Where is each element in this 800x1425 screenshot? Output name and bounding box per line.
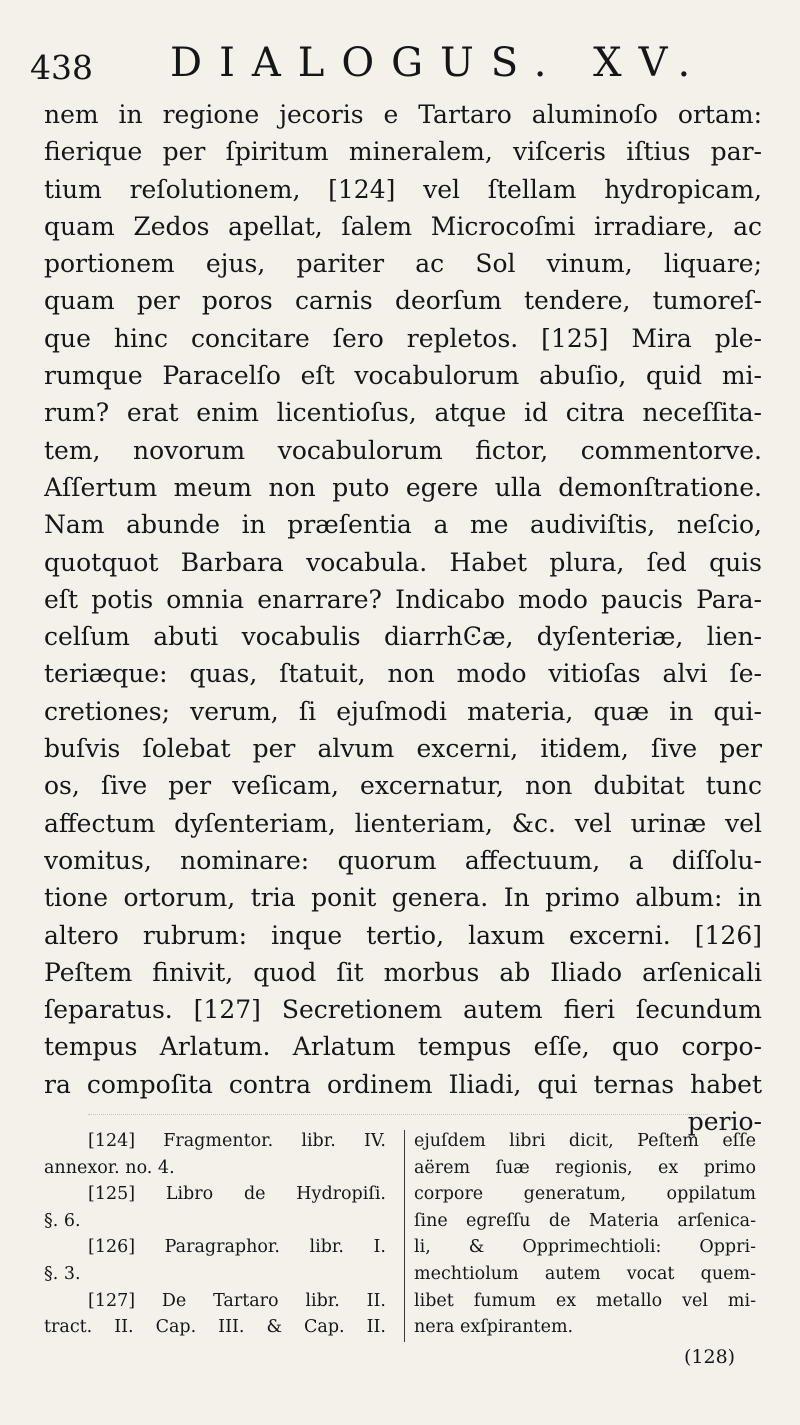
footnote-line: tract. II. Cap. III. & Cap. II. <box>44 1317 386 1338</box>
footnote-line: li, & Opprimechtioli: Oppri- <box>414 1237 756 1258</box>
body-text <box>44 96 762 1140</box>
text-line: affectum dyſenteriam, lienteriam, &c. vel urinæ vel <box>44 808 762 838</box>
text-line: nem in regione jecoris e Tartaro aluminoſo ortam: <box>44 100 762 129</box>
text-line: Peſtem finivit, quod ſit morbus ab Iliado arſenicali <box>44 957 762 987</box>
text-line: tium reſolutionem, [124] vel ſtellam hydropicam, <box>44 174 762 204</box>
text-line: que hinc concitare ſero repletos. [125] Mira ple- <box>44 323 762 353</box>
text-line: quotquot Barbara vocabula. Habet plura, ſed quis <box>44 547 762 577</box>
page-number: 438 <box>30 48 93 87</box>
text-line: altero rubrum: inque tertio, laxum excerni. [126] <box>44 920 762 950</box>
text-line: tione ortorum, tria ponit genera. In primo album: in <box>44 883 762 913</box>
footnote-line: §. 6. <box>44 1210 81 1231</box>
page-header <box>30 38 770 98</box>
footnote-line: ſine egreſſu de Materia arſenica- <box>414 1210 756 1231</box>
text-line: ſeparatus. [127] Secretionem autem fieri ſecundum <box>44 995 762 1025</box>
running-head: DIALOGUS. XV. <box>170 40 708 86</box>
footnote-line: §. 3. <box>44 1263 81 1284</box>
footnote-line: [127] De Tartaro libr. II. <box>88 1290 386 1311</box>
text-line: eſt potis omnia enarrare? Indicabo modo paucis Para- <box>44 584 762 614</box>
text-line: quam Zedos apellat, ſalem Microcoſmi irradiare, ac <box>44 211 762 241</box>
text-line: celſum abuti vocabulis diarrhϾæ, dyſenteriæ, lien- <box>44 622 762 652</box>
footnote-column-divider <box>404 1130 405 1342</box>
text-line: vomitus, nominare: quorum affectuum, a diſſolu- <box>44 845 762 875</box>
footnote-line: libet fumum ex metallo vel mi- <box>414 1290 756 1311</box>
text-line: portionem ejus, pariter ac Sol vinum, liquare; <box>44 249 762 279</box>
text-line: rumque Paracelſo eſt vocabulorum abuſio, quid mi- <box>44 361 762 391</box>
footnote-line: mechtiolum autem vocat quem- <box>414 1263 756 1284</box>
text-line: ra compoſita contra ordinem Iliadi, qui ternas habet <box>44 1069 762 1099</box>
footnote-line: annexor. no. 4. <box>44 1157 175 1178</box>
text-line: quam per poros carnis deorſum tendere, tumoreſ- <box>44 286 762 316</box>
text-line: teriæque: quas, ſtatuit, non modo vitioſas alvi ſe- <box>44 659 762 689</box>
footnote-line: ejuſdem libri dicit, Peſtem eſſe <box>414 1131 756 1151</box>
footnote-separator <box>88 1114 708 1115</box>
footnote-line: [124] Fragmentor. libr. IV. <box>88 1131 386 1151</box>
text-line: os, ſive per veſicam, excernatur, non dubitat tunc <box>44 771 762 801</box>
footnotes-right-column <box>414 1128 756 1341</box>
footnote-line: nera exſpirantem. <box>414 1317 574 1338</box>
footnote-line: [126] Paragraphor. libr. I. <box>88 1237 386 1258</box>
footnote-line: corpore generatum, oppilatum <box>414 1184 756 1205</box>
text-line: cretiones; verum, ſi ejuſmodi materia, quæ in qui- <box>44 696 762 726</box>
text-line: perio- <box>687 1107 762 1137</box>
text-line: buſvis ſolebat per alvum excerni, itidem, ſive per <box>44 734 762 764</box>
text-line: tempus Arlatum. Arlatum tempus eſſe, quo corpo- <box>44 1032 762 1062</box>
text-line: tem, novorum vocabulorum fictor, commentorve. <box>44 435 762 465</box>
footnote-line: aërem ſuæ regionis, ex primo <box>414 1157 756 1178</box>
footnotes-left-column <box>44 1128 386 1341</box>
catchword: (128) <box>684 1346 736 1368</box>
footnote-line: [125] Libro de Hydropiſi. <box>88 1184 386 1205</box>
text-line: fierique per ſpiritum mineralem, viſceris iſtius par- <box>44 137 762 167</box>
text-line: Aſſertum meum non puto egere ulla demonſtratione. <box>44 472 762 502</box>
text-line: rum? erat enim licentioſus, atque id citra neceſſita- <box>44 398 762 428</box>
text-line: Nam abunde in præſentia a me audiviſtis, neſcio, <box>44 510 762 540</box>
